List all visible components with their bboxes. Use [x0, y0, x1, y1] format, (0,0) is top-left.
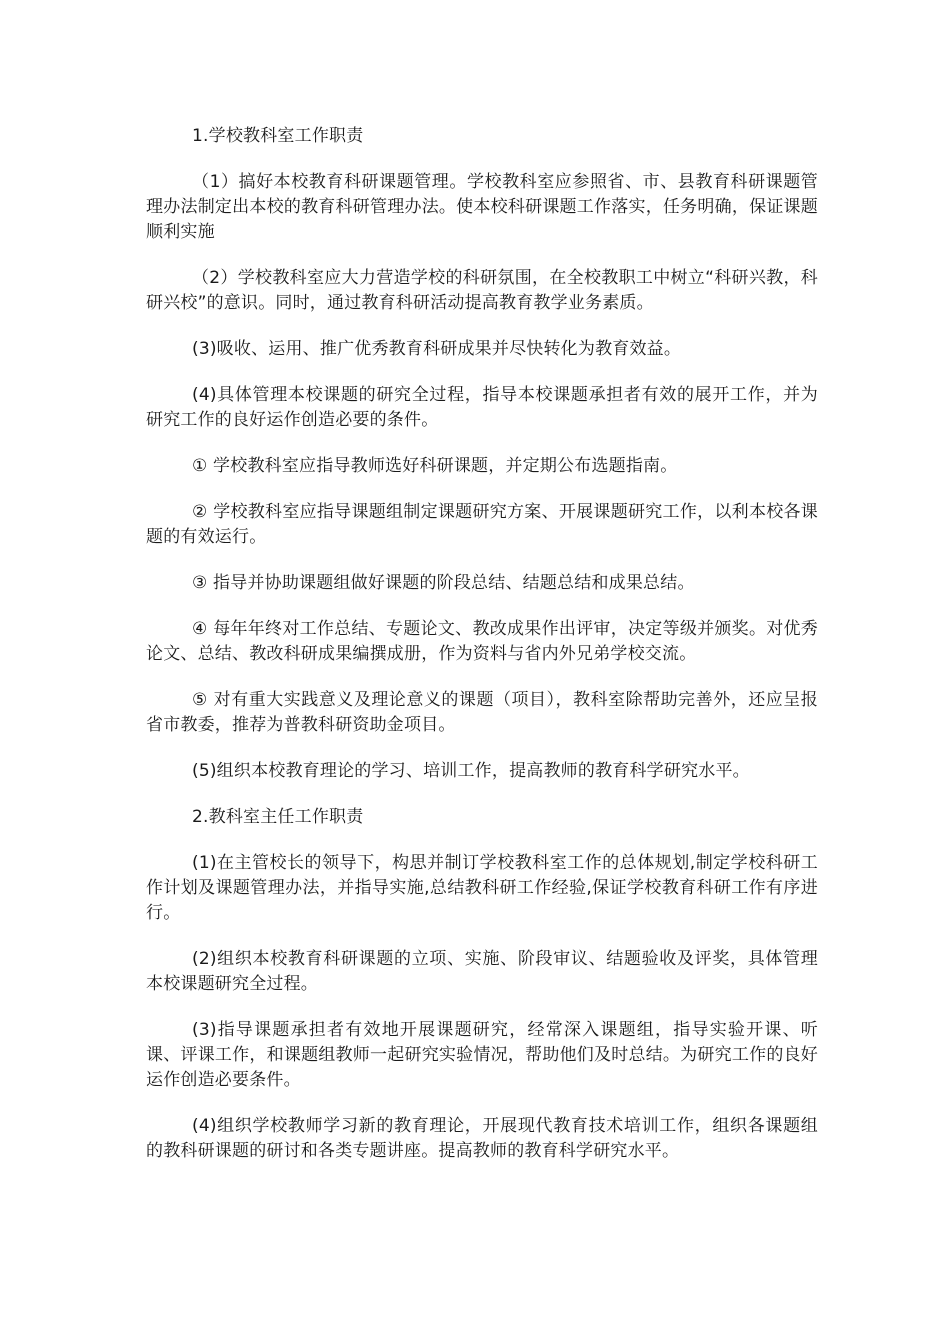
list-item-circled-4: ④ 每年年终对工作总结、专题论文、教改成果作出评审，决定等级并颁奖。对优秀论文、总结、教改科研成果编撰成册，作为资料与省内外兄弟学校交流。 [146, 619, 818, 664]
paragraph-1-2: （2）学校教科室应大力营造学校的科研氛围，在全校教职工中树立“科研兴教，科研兴校”的意识。同时，通过教育科研活动提高教育教学业务素质。 [146, 268, 818, 313]
document-body [146, 124, 818, 1185]
section-heading-2: 2.教科室主任工作职责 [192, 807, 364, 827]
section-heading-1: 1.学校教科室工作职责 [192, 126, 364, 146]
list-item-circled-2: ② 学校教科室应指导课题组制定课题研究方案、开展课题研究工作，以利本校各课题的有效运行。 [146, 502, 818, 547]
paragraph-1-5: (5)组织本校教育理论的学习、培训工作，提高教师的教育科学研究水平。 [192, 761, 750, 781]
list-item-circled-1: ① 学校教科室应指导教师选好科研课题，并定期公布选题指南。 [192, 456, 678, 476]
paragraph-1-4: (4)具体管理本校课题的研究全过程，指导本校课题承担者有效的展开工作，并为研究工作的良好运作创造必要的条件。 [146, 385, 818, 430]
paragraph-1-1: （1）搞好本校教育科研课题管理。学校教科室应参照省、市、县教育科研课题管理办法制定出本校的教育科研管理办法。使本校科研课题工作落实，任务明确，保证课题顺利实施 [146, 172, 818, 242]
paragraph-2-4: (4)组织学校教师学习新的教育理论，开展现代教育技术培训工作，组织各课题组的教科研课题的研讨和各类专题讲座。提高教师的教育科学研究水平。 [146, 1116, 818, 1161]
list-item-circled-5: ⑤ 对有重大实践意义及理论意义的课题（项目），教科室除帮助完善外，还应呈报省市教委，推荐为普教科研资助金项目。 [146, 690, 818, 735]
paragraph-2-2: (2)组织本校教育科研课题的立项、实施、阶段审议、结题验收及评奖，具体管理本校课题研究全过程。 [146, 949, 818, 994]
list-item-circled-3: ③ 指导并协助课题组做好课题的阶段总结、结题总结和成果总结。 [192, 573, 695, 593]
paragraph-2-3: (3)指导课题承担者有效地开展课题研究，经常深入课题组，指导实验开课、听课、评课工作，和课题组教师一起研究实验情况，帮助他们及时总结。为研究工作的良好运作创造必要条件。 [146, 1020, 818, 1090]
paragraph-2-1: (1)在主管校长的领导下，构思并制订学校教科室工作的总体规划,制定学校科研工作计划及课题管理办法，并指导实施,总结教科研工作经验,保证学校教育科研工作有序进行。 [146, 853, 818, 923]
paragraph-1-3: (3)吸收、运用、推广优秀教育科研成果并尽快转化为教育效益。 [192, 339, 682, 359]
